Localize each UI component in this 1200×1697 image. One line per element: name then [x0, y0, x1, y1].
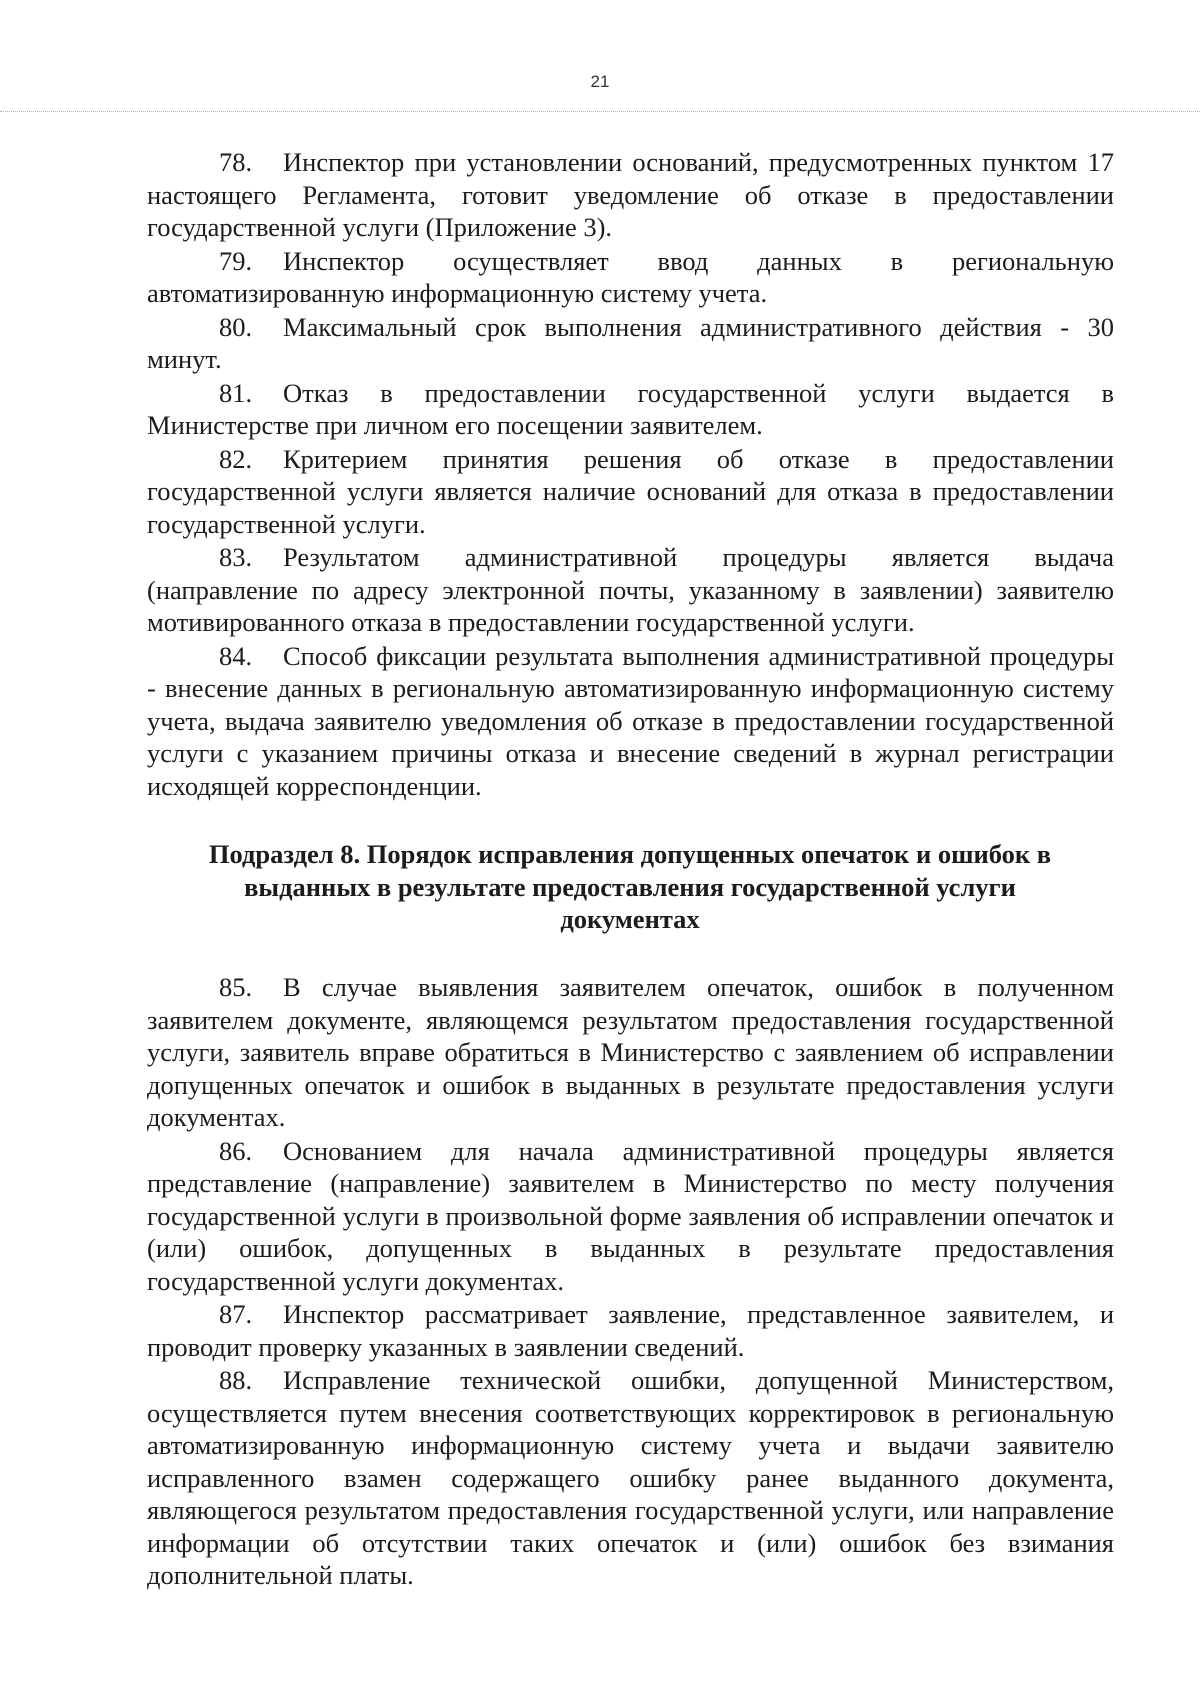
paragraph-number: 80.: [219, 311, 253, 342]
subsection-heading: [150, 838, 1110, 936]
heading-line: выданных в результате предоставления государственной услуги: [244, 871, 1016, 902]
paragraph-83: [147, 541, 1114, 639]
paragraph-81: [147, 377, 1114, 442]
paragraph-text: Максимальный срок выполнения административного действия - 30 минут.: [147, 311, 1114, 374]
paragraph-80: [147, 311, 1114, 376]
heading-line: документах: [560, 904, 700, 934]
paragraph-84: [147, 640, 1114, 803]
paragraph-82: [147, 443, 1114, 541]
paragraph-text: Критерием принятия решения об отказе в предоставлении государственной услуги является наличие оснований для отказа в предоставлении государственной услуги.: [147, 443, 1114, 539]
paragraph-text: В случае выявления заявителем опечаток, ошибок в полученном заявителем документе, являющемся результатом предоставления государственной услуги, заявитель вправе обратиться в Министерство с заявлением об исправлении допущенных опечаток и ошибок в выданных в результате предоставления услуги документах.: [147, 972, 1114, 1132]
paragraph-88: [147, 1364, 1114, 1592]
paragraph-text: Исправление технической ошибки, допущенной Министерством, осуществляется путем внесения соответствующих корректировок в региональную автоматизированную информационную систему учета и выдачи заявителю исправленного взамен содержащего ошибку ранее выданного документа, являющегося результатом предоставления государственной услуги, или направление информации об отсутствии таких опечаток и (или) ошибок без взимания дополнительной платы.: [147, 1365, 1114, 1590]
page-number: 21: [590, 72, 610, 91]
heading-line: Подраздел 8. Порядок исправления допущенных опечаток и ошибок в: [208, 839, 1052, 869]
paragraph-79: [147, 245, 1114, 310]
paragraph-86: [147, 1135, 1114, 1298]
paragraph-number: 79.: [219, 245, 253, 276]
header-divider: [0, 111, 1200, 112]
paragraph-text: Отказ в предоставлении государственной услуги выдается в Министерстве при личном его посещении заявителем.: [147, 377, 1114, 440]
paragraph-number: 87.: [219, 1299, 253, 1329]
section-error-correction: [147, 971, 1114, 1593]
paragraph-text: Результатом административной процедуры является выдача (направление по адресу электронной почты, указанному в заявлении) заявителю мотивированного отказа в предоставлении государственной услуги.: [147, 542, 1114, 637]
paragraph-85: [147, 971, 1114, 1134]
paragraph-number: 86.: [219, 1135, 253, 1166]
paragraph-78: [147, 146, 1114, 244]
paragraph-text: Основанием для начала административной процедуры является представление (направление) заявителем в Министерство по месту получения государственной услуги в произвольной форме заявления об исправлении опечаток и (или) ошибок, допущенных в выданных в результате предоставления государственной услуги документах.: [147, 1135, 1114, 1296]
paragraph-number: 85.: [219, 972, 253, 1002]
paragraph-text: Инспектор рассматривает заявление, представленное заявителем, и проводит проверку указанных в заявлении сведений.: [147, 1299, 1114, 1362]
paragraph-number: 88.: [219, 1365, 253, 1395]
paragraph-number: 84.: [219, 640, 253, 671]
paragraph-number: 81.: [219, 377, 253, 408]
paragraph-87: [147, 1298, 1114, 1363]
section-procedure-refusal: [147, 146, 1114, 803]
paragraph-number: 78.: [219, 147, 253, 177]
paragraph-text: Инспектор при установлении оснований, предусмотренных пунктом 17 настоящего Регламента, готовит уведомление об отказе в предоставлении государственной услуги (Приложение 3).: [147, 147, 1114, 242]
paragraph-text: Способ фиксации результата выполнения административной процедуры - внесение данных в региональную автоматизированную информационную систему учета, выдача заявителю уведомления об отказе в предоставлении государственной услуги с указанием причины отказа и внесение сведений в журнал регистрации исходящей корреспонденции.: [147, 640, 1114, 801]
paragraph-number: 83.: [219, 542, 253, 572]
paragraph-number: 82.: [219, 443, 253, 474]
paragraph-text: Инспектор осуществляет ввод данных в региональную автоматизированную информационную систему учета.: [147, 245, 1114, 308]
